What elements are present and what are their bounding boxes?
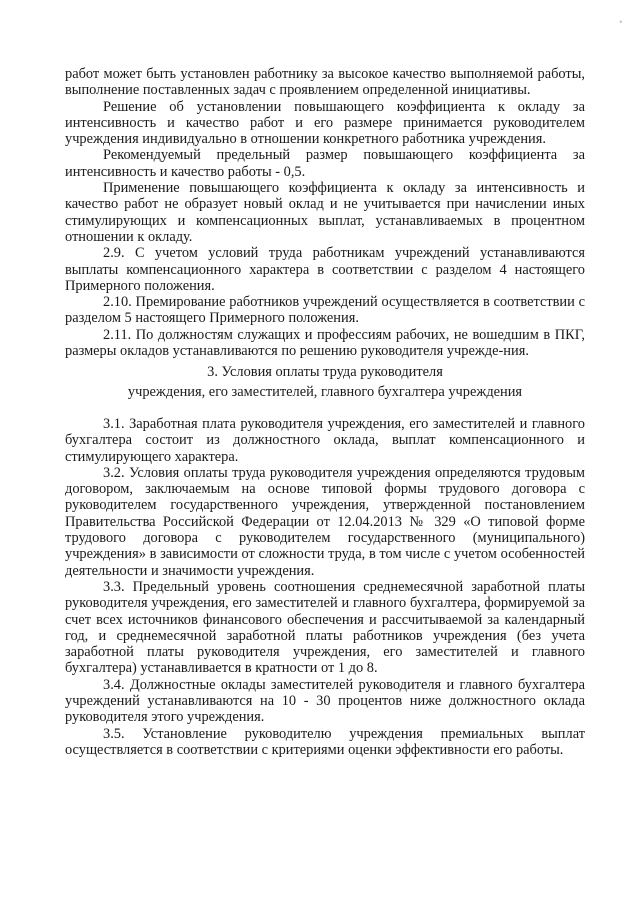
paragraph-coefficient-limit: Рекомендуемый предельный размер повышающего коэффициента за интенсивность и качество работы - 0,5. (65, 147, 585, 180)
paragraph-3-4: 3.4. Должностные оклады заместителей руководителя и главного бухгалтера учреждений устанавливаются на 10 - 30 процентов ниже должностного оклада руководителя этого учреждения. (65, 676, 585, 726)
section-heading (65, 364, 585, 400)
paragraph-2-9: 2.9. С учетом условий труда работникам учреждений устанавливаются выплаты компенсационного характера в соответствии с разделом 4 настоящего Примерного положения. (65, 245, 585, 294)
corner-mark: ° (619, 20, 623, 28)
paragraph-3-3: 3.3. Предельный уровень соотношения среднемесячной заработной платы руководителя учреждения, его заместителей и главного бухгалтера, формируемой за счет всех источников финансового обеспечения и рассчитываемой за календарный год, и среднемесячной заработной платы работников учреждения (без учета заработной платы руководителя учреждения, его заместителей и главного бухгалтера) устанавливается в кратности от 1 до 8. (65, 578, 585, 677)
section-heading-line-2: учреждения, его заместителей, главного бухгалтера учреждения (127, 383, 523, 400)
section-heading-line-1: 3. Условия оплаты труда руководителя (207, 364, 443, 381)
document-body (65, 66, 585, 758)
paragraph-coefficient-application: Применение повышающего коэффициента к окладу за интенсивность и качество работ не образует новый оклад и не учитывается при начислении иных стимулирующих и компенсационных выплат, устанавливаемых в процентном отношении к окладу. (65, 180, 585, 245)
paragraph-2-10: 2.10. Премирование работников учреждений осуществляется в соответствии с разделом 5 настоящего Примерного положения. (65, 294, 585, 327)
paragraph-3-2: 3.2. Условия оплаты труда руководителя учреждения определяются трудовым договором, заключаемым на основе типовой формы трудового договора с руководителем государственного учреждения, утвержденной постановлением Правительства Российской Федерации от 12.04.2013 № 329 «О типовой форме трудового договора с руководителем государственного (муниципального) учреждения» в зависимости от сложности труда, в том числе с учетом особенностей деятельности и значимости учреждения. (65, 464, 585, 579)
paragraph-3-5: 3.5. Установление руководителю учреждения премиальных выплат осуществляется в соответствии с критериями оценки эффективности его работы. (65, 725, 585, 758)
paragraph-coefficient-decision: Решение об установлении повышающего коэффициента к окладу за интенсивность и качество работ и его размере принимается руководителем учреждения индивидуально в отношении конкретного работника учреждения. (65, 98, 585, 148)
paragraph-2-11: 2.11. По должностям служащих и профессиям рабочих, не вошедшим в ПКГ, размеры окладов устанавливаются по решению руководителя учрежде-ния. (65, 326, 585, 360)
spacer (65, 400, 585, 416)
paragraph-3-1: 3.1. Заработная плата руководителя учреждения, его заместителей и главного бухгалтера состоит из должностного оклада, выплат компенсационного и стимулирующего характера. (65, 415, 585, 465)
paragraph-continuation: работ может быть установлен работнику за высокое качество выполняемой работы, выполнение поставленных задач с проявлением определенной инициативы. (65, 66, 585, 99)
